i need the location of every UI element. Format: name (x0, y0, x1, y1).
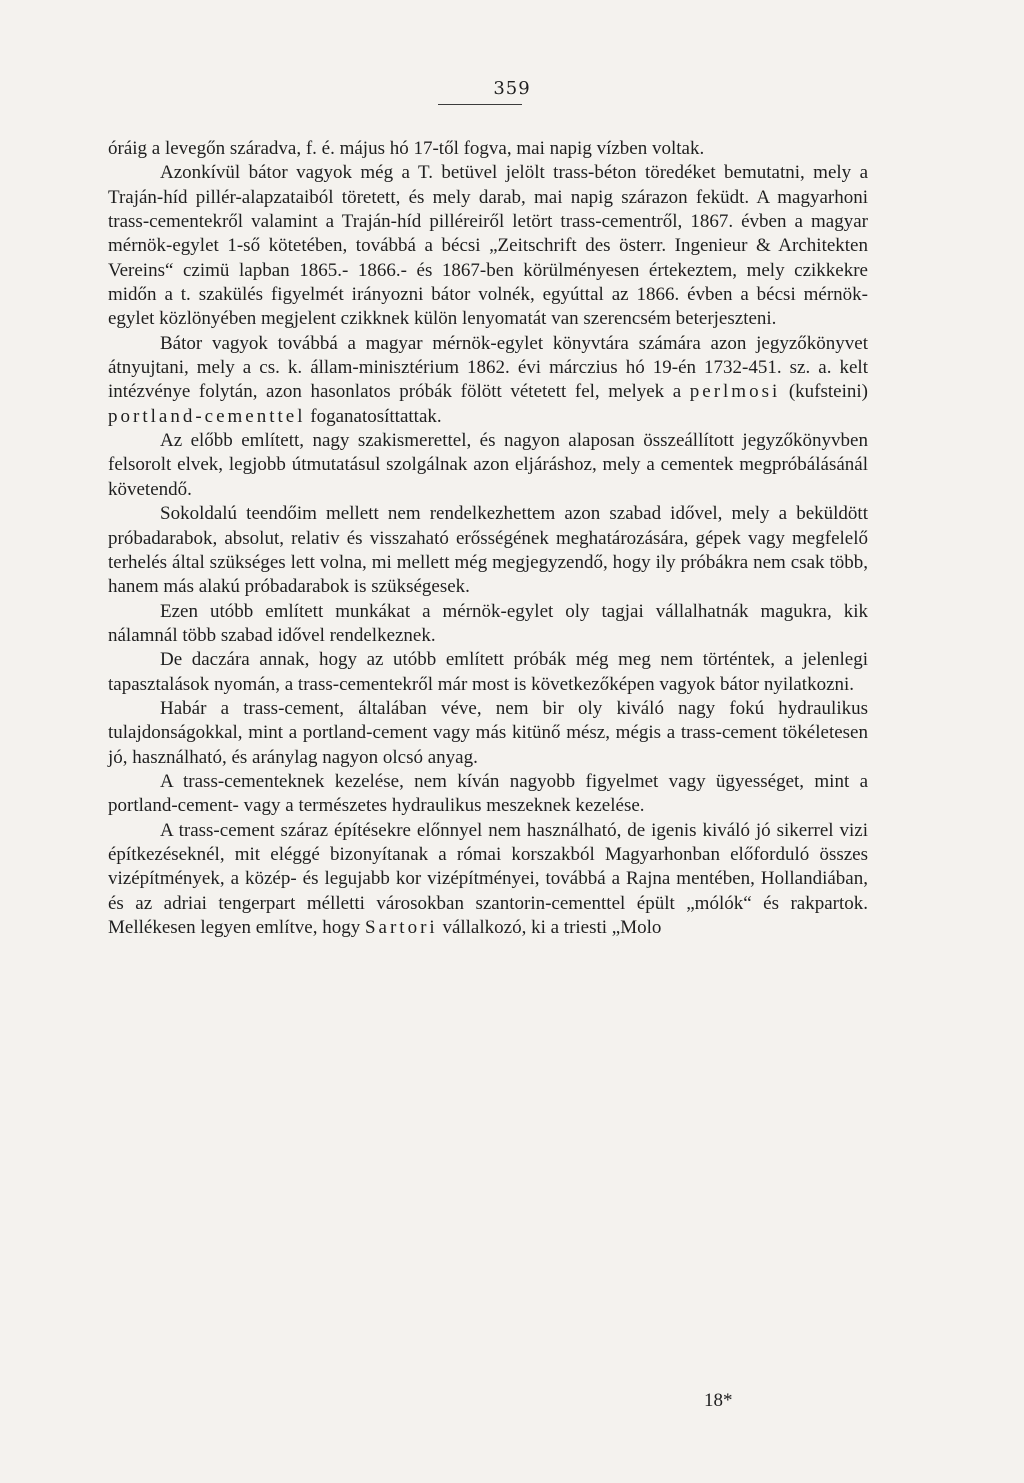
paragraph-10-text-a: A trass-cement száraz építésekre előnnyel nem használható, de igenis kiváló jó sikerrel vizi építkezéseknél, mit eléggé bizonyítanak a római korszakból Magyarhonban előforduló összes vizépítmények, a közép- és legujabb kor vizépítményei, továbbá a Rajna mentében, Hollandiában, és az adriai tengerpart mélletti városokban szantorin-cementtel épült „mólók“ és rakpartok. Mellékesen legyen említve, hogy (108, 819, 868, 938)
paragraph-4: Az előbb említett, nagy szakismerettel, és nagyon alaposan összeállított jegyzőkönyvben felsorolt elvek, legjobb útmutatásul szolgálnak azon eljáráshoz, mely a cementek megpróbálásánál követendő. (108, 430, 868, 500)
paragraph-9: A trass-cementeknek kezelése, nem kíván nagyobb figyelmet vagy ügyességet, mint a portland-cement- vagy a természetes hydraulikus meszeknek kezelése. (108, 770, 868, 817)
paragraph-5: Sokoldalú teendőim mellett nem rendelkezhettem azon szabad idővel, mely a beküldött próbadarabok, absolut, relativ és visszaható erősségének meghatározására, gépek vagy megfelelő terhelés által szükséges lett volna, mi mellett még megjegyzendő, hogy ily próbákra nem csak több, hanem más alakú próbadarabok is szükségesek. (108, 503, 868, 598)
paragraph-7: De daczára annak, hogy az utóbb említett próbák még meg nem történtek, a jelenlegi tapasztalások nyomán, a trass-cementekről már most is következőképen vagyok bátor nyilatkozni. (108, 649, 868, 695)
paragraph-10 (108, 819, 868, 941)
spaced-name-sartori: Sartori (364, 917, 438, 938)
spaced-term-portland-cement: portland-cementtel (108, 405, 306, 427)
paragraph-1: óráig a levegőn száradva, f. é. május hó 17-től fogva, mai napig vízben voltak. (108, 138, 705, 159)
spaced-term-perlmosi: perlmosi (689, 381, 781, 403)
body-text (108, 137, 868, 940)
page-number-rule (438, 104, 522, 105)
paragraph-6: Ezen utóbb említett munkákat a mérnök-egylet oly tagjai vállalhatnák magukra, kik nálamnál több szabad idővel rendelkeznek. (108, 600, 868, 646)
paragraph-3-text-c: foganatosíttattak. (305, 405, 442, 427)
paragraph-8: Habár a trass-cement, általában véve, nem bir oly kiváló nagy fokú hydraulikus tulajdonságokkal, mint a portland-cement vagy más kitünő mész, mégis a trass-cement tökéletesen jó, használható, és aránylag nagyon olcsó anyag. (108, 697, 868, 768)
paragraph-10-text-b: vállalkozó, ki a triesti „Molo (437, 917, 662, 938)
paragraph-3-text-b: (kufsteini) (780, 381, 868, 403)
signature-mark: 18* (704, 1390, 733, 1411)
paragraph-3-text-a: Bátor vagyok továbbá a magyar mérnök-egylet könyvtára számára azon jegyzőkönyvet átnyujtani, mely a cs. k. állam-minisztérium 1862. évi márczius hó 19-én 1732-451. sz. a. kelt intézvénye folytán, azon hasonlatos próbák fölött vétetett fel, melyek a (108, 332, 868, 403)
paragraph-2: Azonkívül bátor vagyok még a T. betüvel jelölt trass-béton töredéket bemutatni, mely a Traján-híd pillér-alapzataiból töretett, és mely darab, mai napig szárazon feküdt. A magyarhoni trass-cementekről valamint a Traján-híd pilléreiről letört trass-cementről, 1867. évben a magyar mérnök-egylet 1-ső kötetében, továbbá a bécsi „Zeitschrift des österr. Ingenieur & Architekten Vereins“ czimü lapban 1865.- 1866.- és 1867-ben körülményesen értekeztem, mely czikkekre midőn a t. szakülés figyelmét irányozni bátor volnék, egyúttal az 1866. évben a bécsi mérnök-egylet közlönyében megjelent czikknek külön lenyomatát van szerencsém beterjeszteni. (108, 162, 868, 330)
page-number: 359 (493, 78, 531, 99)
paragraph-3 (108, 332, 868, 429)
